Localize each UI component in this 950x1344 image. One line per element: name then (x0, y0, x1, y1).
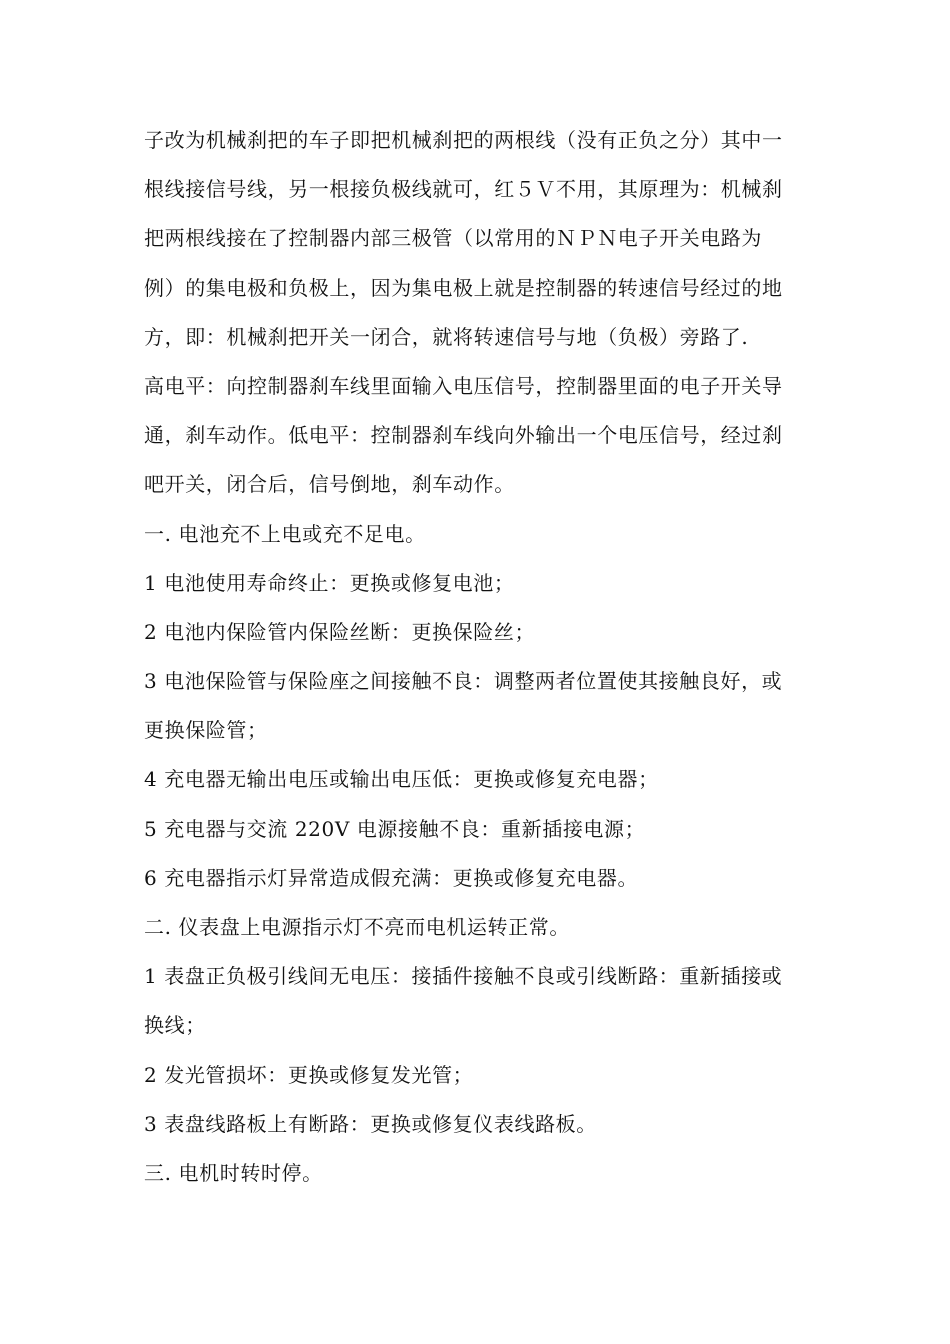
paragraph-line: 吧开关，闭合后，信号倒地，刹车动作。 (144, 472, 515, 497)
list-item: 2 电池内保险管内保险丝断：更换保险丝； (144, 619, 536, 644)
list-item: 4 充电器无输出电压或输出电压低：更换或修复充电器； (144, 767, 659, 792)
list-item-continuation: 换线； (144, 1013, 206, 1038)
section-heading: 一. 电池充不上电或充不足电。 (144, 521, 426, 546)
list-item: 6 充电器指示灯异常造成假充满：更换或修复充电器。 (144, 865, 639, 890)
paragraph-line: 方，即：机械刹把开关一闭合，就将转速信号与地（负极）旁路了. (144, 324, 749, 349)
paragraph-line: 把两根线接在了控制器内部三极管（以常用的ＮＰＮ电子开关电路为 (144, 226, 762, 251)
document-body (144, 116, 812, 1198)
list-item: 3 电池保险管与保险座之间接触不良：调整两者位置使其接触良好，或 (144, 669, 783, 694)
list-item: 5 充电器与交流 220V 电源接触不良：重新插接电源； (144, 816, 646, 841)
list-item: 2 发光管损坏：更换或修复发光管； (144, 1062, 474, 1087)
list-item-continuation: 更换保险管； (144, 718, 268, 743)
list-item: 1 表盘正负极引线间无电压：接插件接触不良或引线断路：重新插接或 (144, 964, 783, 989)
list-item: 1 电池使用寿命终止：更换或修复电池； (144, 570, 515, 595)
paragraph-line: 通，刹车动作。低电平：控制器刹车线向外输出一个电压信号，经过刹 (144, 423, 783, 448)
paragraph-line: 例）的集电极和负极上，因为集电极上就是控制器的转速信号经过的地 (144, 275, 783, 300)
section-heading: 二. 仪表盘上电源指示灯不亮而电机运转正常。 (144, 915, 570, 939)
list-item: 3 表盘线路板上有断路：更换或修复仪表线路板。 (144, 1111, 597, 1136)
section-heading: 三. 电机时转时停。 (144, 1160, 323, 1185)
paragraph-line: 高电平：向控制器刹车线里面输入电压信号，控制器里面的电子开关导 (144, 373, 783, 398)
paragraph-line: 子改为机械刹把的车子即把机械刹把的两根线（没有正负之分）其中一 (144, 128, 783, 152)
paragraph-line: 根线接信号线，另一根接负极线就可，红５Ｖ不用，其原理为：机械刹 (144, 177, 783, 202)
